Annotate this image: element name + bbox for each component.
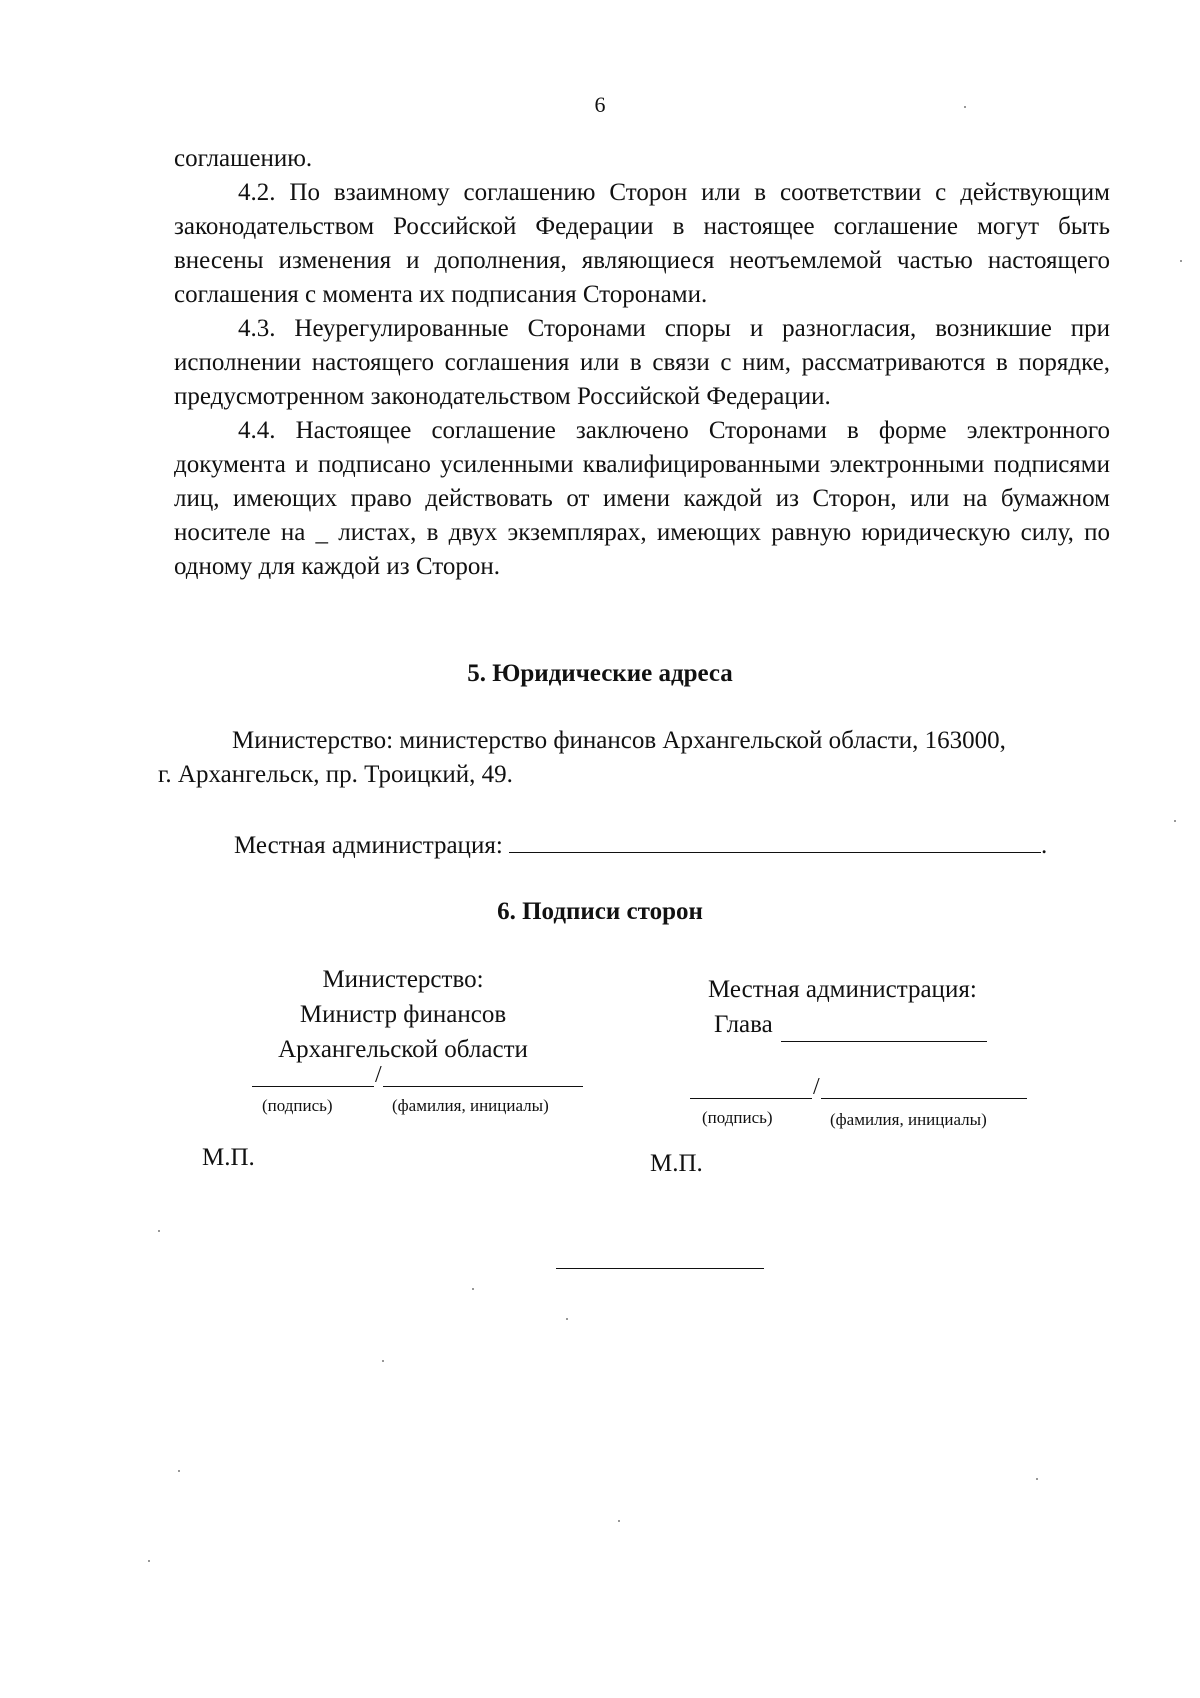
scan-speck [382,1360,384,1362]
local-admin-address [234,832,1047,860]
local-admin-caption-name: (фамилия, инициалы) [830,1110,987,1129]
scan-speck [618,1520,620,1522]
scan-speck [1180,260,1182,262]
local-admin-head-row [708,1007,1008,1042]
scan-speck [1036,1478,1038,1480]
ministry-signatory-line3: Архангельской области [278,1036,528,1063]
section-6-heading: 6. Подписи сторон [497,898,703,925]
scan-speck [1174,820,1176,822]
scan-speck [472,1288,474,1290]
section-5-heading: 5. Юридические адреса [467,660,733,687]
ministry-signatory-line2: Министр финансов [299,1001,507,1028]
ministry-address [158,724,1110,792]
scan-speck [964,106,966,108]
local-admin-address-period: . [1041,832,1048,859]
local-admin-signature-slash: / [813,1074,820,1100]
ministry-name-line [383,1060,583,1087]
local-admin-signatory-line2: Глава [714,1011,773,1038]
local-admin-name-line [821,1072,1027,1099]
scan-speck [178,1470,180,1472]
local-admin-seal-placeholder: М.П. [650,1150,703,1177]
ministry-signatory [250,962,556,1067]
local-admin-address-blank [509,832,1041,853]
ministry-caption-name: (фамилия, инициалы) [392,1096,549,1115]
head-name-line [781,1019,987,1042]
scan-speck [158,1230,160,1232]
paragraph-4-4: 4.4. Настоящее соглашение заключено Сторонами в форме электронного документа и подписано усиленными квалифицированными электронными подписями лиц, имеющих право действовать от имени каждой из Сторон, или на бумажном носителе на _ листах, в двух экземплярах, имеющих равную юридическую силу, по одному для каждой из Сторон. [174,417,1110,580]
local-admin-signature-lines [690,1072,1027,1099]
end-of-document-line [556,1268,764,1269]
ministry-signature-slash: / [375,1062,382,1088]
local-admin-signature-line [690,1072,812,1099]
scan-speck [148,1560,150,1562]
section-4-text [174,142,1110,584]
local-admin-caption-signature: (подпись) [702,1108,773,1127]
paragraph-4-3: 4.3. Неурегулированные Сторонами споры и разногласия, возникшие при исполнении настоящего соглашения или в связи с ним, рассматриваются в порядке, предусмотренном законодательством Российской Федерации. [174,315,1110,410]
paragraph-continuation: соглашению. [174,145,313,172]
ministry-address-line1: Министерство: министерство финансов Архангельской области, 163000, [232,727,1006,754]
ministry-caption-signature: (подпись) [262,1096,333,1115]
ministry-signature-line [252,1060,374,1087]
paragraph-4-2: 4.2. По взаимному соглашению Сторон или в соответствии с действующим законодательством Российской Федерации в настоящее соглашение могут быть внесены изменения и дополнения, являющиеся неотъемлемой частью настоящего соглашения с момента их подписания Сторонами. [174,179,1110,308]
page-number: 6 [594,92,606,117]
local-admin-signatory-line1: Местная администрация: [708,976,977,1003]
local-admin-address-label: Местная администрация: [234,832,503,859]
ministry-address-line2: г. Архангельск, пр. Троицкий, 49. [158,761,513,788]
ministry-signature-lines [252,1060,583,1087]
ministry-seal-placeholder: М.П. [202,1144,255,1171]
local-admin-signatory [708,972,1008,1042]
ministry-signatory-line1: Министерство: [322,966,484,993]
scan-speck [566,1318,568,1320]
